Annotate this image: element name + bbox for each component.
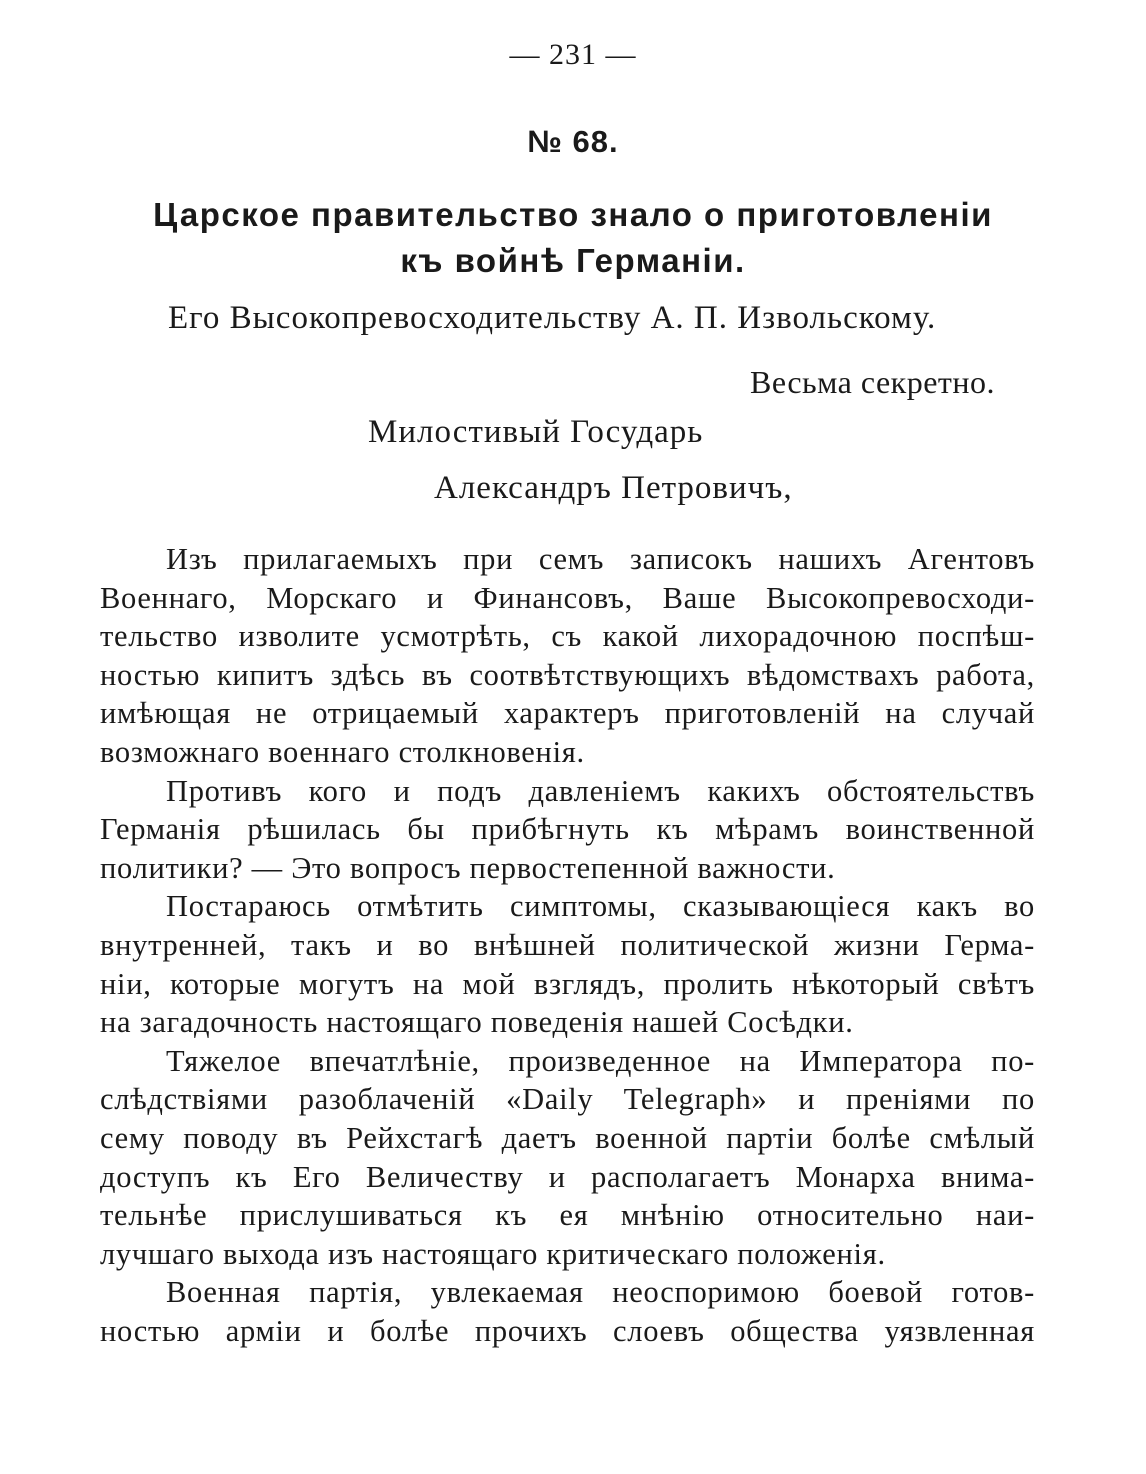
document-title	[40, 192, 1106, 284]
text-line: Противъ кого и подъ давленіемъ какихъ обстоятельствъ	[166, 773, 1035, 808]
page-number: — 231 —	[509, 38, 637, 71]
text-line: Германія рѣшилась бы прибѣгнуть къ мѣрамъ воинственной	[100, 812, 1035, 847]
classification-note: Весьма секретно.	[750, 364, 996, 400]
paragraph-3	[100, 887, 1035, 1041]
text-line: ніи, которые могутъ на мой взглядъ, пролить нѣкоторый свѣтъ	[100, 966, 1035, 1001]
letter-body	[100, 540, 1035, 1350]
text-line: на загадочность настоящаго поведенія нашей Сосѣдки.	[100, 1005, 854, 1040]
text-line: имѣющая не отрицаемый характеръ приготовленій на случай	[100, 696, 1035, 731]
salutation-line-1: Милостивый Государь	[368, 414, 704, 450]
text-line: Изъ прилагаемыхъ при семъ записокъ нашихъ Агентовъ	[166, 542, 1035, 576]
text-line: ностью арміи и болѣе прочихъ слоевъ общества уязвленная	[100, 1313, 1035, 1348]
paragraph-4	[100, 1042, 1035, 1274]
text-line: Военнаго, Морскаго и Финансовъ, Ваше Высокопревосходи-	[100, 580, 1035, 615]
paragraph-1	[100, 540, 1035, 772]
text-line: Военная партія, увлекаемая неоспоримою боевой готов-	[166, 1275, 1035, 1310]
salutation-line-2: Александръ Петровичъ,	[434, 470, 793, 506]
title-line-2: къ войнѣ Германіи.	[400, 242, 746, 279]
text-line: Постараюсь отмѣтить симптомы, сказывающіеся какъ во	[166, 889, 1035, 924]
addressee: Его Высокопревосходительству А. П. Извольскому.	[168, 300, 937, 336]
text-line: доступъ къ Его Величеству и располагаетъ Монарха внима-	[100, 1159, 1035, 1194]
text-line: Тяжелое впечатлѣніе, произведенное на Императора по-	[166, 1043, 1035, 1078]
text-line: политики? — Это вопросъ первостепенной важности.	[100, 850, 836, 885]
title-line-1: Царское правительство знало о приготовленіи	[153, 196, 993, 233]
text-line: сему поводу въ Рейхстагѣ даетъ военной партіи болѣе смѣлый	[100, 1120, 1035, 1155]
text-line: возможнаго военнаго столкновенія.	[100, 734, 585, 769]
text-line: лучшаго выхода изъ настоящаго критическаго положенія.	[100, 1236, 886, 1271]
paragraph-5	[100, 1273, 1035, 1350]
text-line: слѣдствіями разоблаченій «Daily Telegraph» и преніями по	[100, 1082, 1035, 1117]
text-line: внутренней, такъ и во внѣшней политической жизни Герма-	[100, 927, 1035, 962]
document-number: № 68.	[527, 124, 619, 159]
text-line: тельнѣе прислушиваться къ ея мнѣнію относительно наи-	[100, 1198, 1035, 1233]
paragraph-2	[100, 772, 1035, 888]
text-line: ностью кипитъ здѣсь въ соотвѣтствующихъ вѣдомствахъ работа,	[100, 657, 1035, 692]
text-line: тельство изволите усмотрѣть, съ какой лихорадочною поспѣш-	[100, 619, 1035, 654]
